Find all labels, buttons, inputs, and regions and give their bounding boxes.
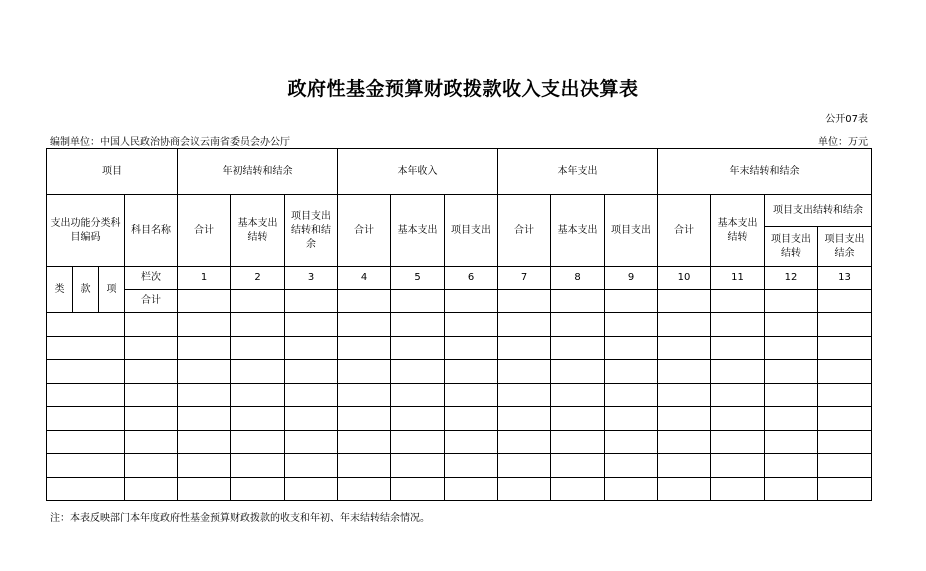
header-end-project-carry: 项目支出结转 <box>765 227 818 267</box>
column-number: 10 <box>658 267 711 290</box>
table-cell <box>178 407 231 431</box>
header-start-total: 合计 <box>178 195 231 267</box>
table-cell <box>47 477 125 501</box>
table-cell <box>47 407 125 431</box>
table-cell <box>285 407 338 431</box>
table-cell <box>818 336 872 360</box>
table-cell <box>658 407 711 431</box>
table-row <box>47 477 872 501</box>
table-cell <box>498 430 551 454</box>
table-cell <box>391 407 445 431</box>
table-cell <box>765 407 818 431</box>
table-cell <box>498 313 551 337</box>
table-cell <box>605 407 658 431</box>
table-row <box>47 383 872 407</box>
table-cell <box>285 313 338 337</box>
table-cell <box>605 360 658 384</box>
table-cell <box>125 336 178 360</box>
table-cell <box>498 454 551 478</box>
header-end-total: 合计 <box>658 195 711 267</box>
header-end-balance: 年末结转和结余 <box>658 149 872 195</box>
table-cell <box>338 383 391 407</box>
table-cell <box>391 477 445 501</box>
table-cell <box>391 360 445 384</box>
table-cell <box>445 454 498 478</box>
table-cell <box>125 430 178 454</box>
table-cell <box>178 477 231 501</box>
column-number: 4 <box>338 267 391 290</box>
table-cell <box>711 336 765 360</box>
table-cell <box>818 454 872 478</box>
column-number: 2 <box>231 267 285 290</box>
table-row <box>47 336 872 360</box>
table-cell <box>125 383 178 407</box>
table-cell <box>47 383 125 407</box>
table-cell <box>605 454 658 478</box>
table-cell <box>125 477 178 501</box>
table-cell <box>231 336 285 360</box>
table-cell <box>285 477 338 501</box>
budget-table <box>46 148 872 501</box>
table-cell <box>285 454 338 478</box>
header-item: 项目 <box>47 149 178 195</box>
table-cell <box>658 360 711 384</box>
table-cell <box>765 313 818 337</box>
table-cell <box>47 336 125 360</box>
table-cell <box>47 360 125 384</box>
table-cell <box>498 290 551 313</box>
table-cell <box>818 407 872 431</box>
header-current-expense: 本年支出 <box>498 149 658 195</box>
table-cell <box>231 290 285 313</box>
table-cell <box>47 454 125 478</box>
table-cell <box>231 454 285 478</box>
column-number: 6 <box>445 267 498 290</box>
column-number: 11 <box>711 267 765 290</box>
table-row <box>47 407 872 431</box>
table-cell <box>338 360 391 384</box>
table-cell <box>551 360 605 384</box>
header-income-basic: 基本支出 <box>391 195 445 267</box>
table-row <box>47 360 872 384</box>
table-cell <box>285 360 338 384</box>
table-cell <box>338 477 391 501</box>
header-expense-basic: 基本支出 <box>551 195 605 267</box>
column-number: 7 <box>498 267 551 290</box>
header-func-code: 支出功能分类科目编码 <box>47 195 125 267</box>
table-cell <box>498 336 551 360</box>
table-cell <box>765 383 818 407</box>
table-cell <box>551 383 605 407</box>
column-number: 8 <box>551 267 605 290</box>
table-cell <box>711 290 765 313</box>
table-cell <box>285 290 338 313</box>
table-cell <box>391 336 445 360</box>
table-cell <box>818 313 872 337</box>
table-cell <box>178 313 231 337</box>
table-cell <box>178 290 231 313</box>
table-cell <box>125 313 178 337</box>
table-cell <box>125 360 178 384</box>
form-code: 公开07表 <box>825 114 868 125</box>
table-cell <box>818 360 872 384</box>
table-cell <box>178 430 231 454</box>
table-cell <box>231 430 285 454</box>
table-cell <box>445 313 498 337</box>
table-cell <box>445 336 498 360</box>
table-cell <box>711 407 765 431</box>
table-cell <box>765 477 818 501</box>
header-subject-name: 科目名称 <box>125 195 178 267</box>
table-cell <box>498 407 551 431</box>
unit-label: 单位：万元 <box>818 137 868 148</box>
blank-rows <box>47 313 872 501</box>
header-start-balance: 年初结转和结余 <box>178 149 338 195</box>
header-start-project-carry: 项目支出结转和结余 <box>285 195 338 267</box>
table-cell <box>765 430 818 454</box>
header-income-project: 项目支出 <box>445 195 498 267</box>
header-kuan: 款 <box>73 267 99 313</box>
header-end-project-group: 项目支出结转和结余 <box>765 195 872 227</box>
table-cell <box>285 336 338 360</box>
table-cell <box>605 313 658 337</box>
table-cell <box>711 430 765 454</box>
table-cell <box>285 383 338 407</box>
table-cell <box>498 383 551 407</box>
table-cell <box>658 313 711 337</box>
table-cell <box>231 360 285 384</box>
table-cell <box>711 313 765 337</box>
table-cell <box>605 336 658 360</box>
column-number: 13 <box>818 267 872 290</box>
header-start-basic-carry: 基本支出结转 <box>231 195 285 267</box>
table-cell <box>445 290 498 313</box>
table-cell <box>658 336 711 360</box>
table-cell <box>658 430 711 454</box>
table-cell <box>818 477 872 501</box>
table-row <box>47 454 872 478</box>
table-cell <box>178 454 231 478</box>
table-cell <box>231 383 285 407</box>
column-number: 3 <box>285 267 338 290</box>
table-cell <box>551 477 605 501</box>
column-number: 5 <box>391 267 445 290</box>
table-cell <box>658 383 711 407</box>
header-lanci: 栏次 <box>125 267 178 290</box>
table-cell <box>391 430 445 454</box>
column-number: 1 <box>178 267 231 290</box>
table-cell <box>551 336 605 360</box>
table-cell <box>551 454 605 478</box>
table-cell <box>391 454 445 478</box>
table-cell <box>391 313 445 337</box>
table-cell <box>338 313 391 337</box>
table-cell <box>285 430 338 454</box>
header-current-income: 本年收入 <box>338 149 498 195</box>
table-cell <box>338 336 391 360</box>
table-cell <box>711 477 765 501</box>
table-cell <box>605 430 658 454</box>
table-cell <box>765 290 818 313</box>
table-cell <box>551 290 605 313</box>
table-cell <box>711 360 765 384</box>
table-cell <box>605 477 658 501</box>
table-cell <box>711 383 765 407</box>
table-cell <box>711 454 765 478</box>
table-cell <box>125 454 178 478</box>
table-cell <box>231 477 285 501</box>
table-cell <box>658 454 711 478</box>
header-cls: 类 <box>47 267 73 313</box>
table-cell <box>391 290 445 313</box>
table-cell <box>47 313 125 337</box>
table-cell <box>818 290 872 313</box>
table-cell <box>178 336 231 360</box>
table-cell <box>391 383 445 407</box>
table-cell <box>338 454 391 478</box>
table-cell <box>231 407 285 431</box>
table-cell <box>445 430 498 454</box>
column-number: 9 <box>605 267 658 290</box>
table-cell <box>498 477 551 501</box>
table-cell <box>551 313 605 337</box>
table-cell <box>47 430 125 454</box>
table-cell <box>818 430 872 454</box>
table-cell <box>765 360 818 384</box>
table-cell <box>498 360 551 384</box>
footnote: 注：本表反映部门本年度政府性基金预算财政拨款的收支和年初、年末结转结余情况。 <box>50 513 430 524</box>
column-number: 12 <box>765 267 818 290</box>
page-title: 政府性基金预算财政拨款收入支出决算表 <box>287 78 639 100</box>
table-cell <box>445 407 498 431</box>
table-cell <box>178 360 231 384</box>
header-end-basic-carry: 基本支出结转 <box>711 195 765 267</box>
table-cell <box>551 407 605 431</box>
sum-row-label: 合计 <box>125 290 178 313</box>
table-cell <box>605 383 658 407</box>
org-label: 编制单位：中国人民政治协商会议云南省委员会办公厅 <box>50 137 290 148</box>
table-row <box>47 430 872 454</box>
table-cell <box>338 407 391 431</box>
header-income-total: 合计 <box>338 195 391 267</box>
table-cell <box>765 336 818 360</box>
table-row <box>47 313 872 337</box>
table-cell <box>605 290 658 313</box>
table-cell <box>551 430 605 454</box>
header-expense-total: 合计 <box>498 195 551 267</box>
table-cell <box>445 477 498 501</box>
table-cell <box>765 454 818 478</box>
table-cell <box>338 430 391 454</box>
table-cell <box>818 383 872 407</box>
header-expense-project: 项目支出 <box>605 195 658 267</box>
table-cell <box>125 407 178 431</box>
table-cell <box>338 290 391 313</box>
table-cell <box>445 383 498 407</box>
table-cell <box>658 477 711 501</box>
table-cell <box>445 360 498 384</box>
header-end-project-surplus: 项目支出结余 <box>818 227 872 267</box>
table-cell <box>658 290 711 313</box>
header-xiang: 项 <box>99 267 125 313</box>
table-cell <box>231 313 285 337</box>
table-cell <box>178 383 231 407</box>
